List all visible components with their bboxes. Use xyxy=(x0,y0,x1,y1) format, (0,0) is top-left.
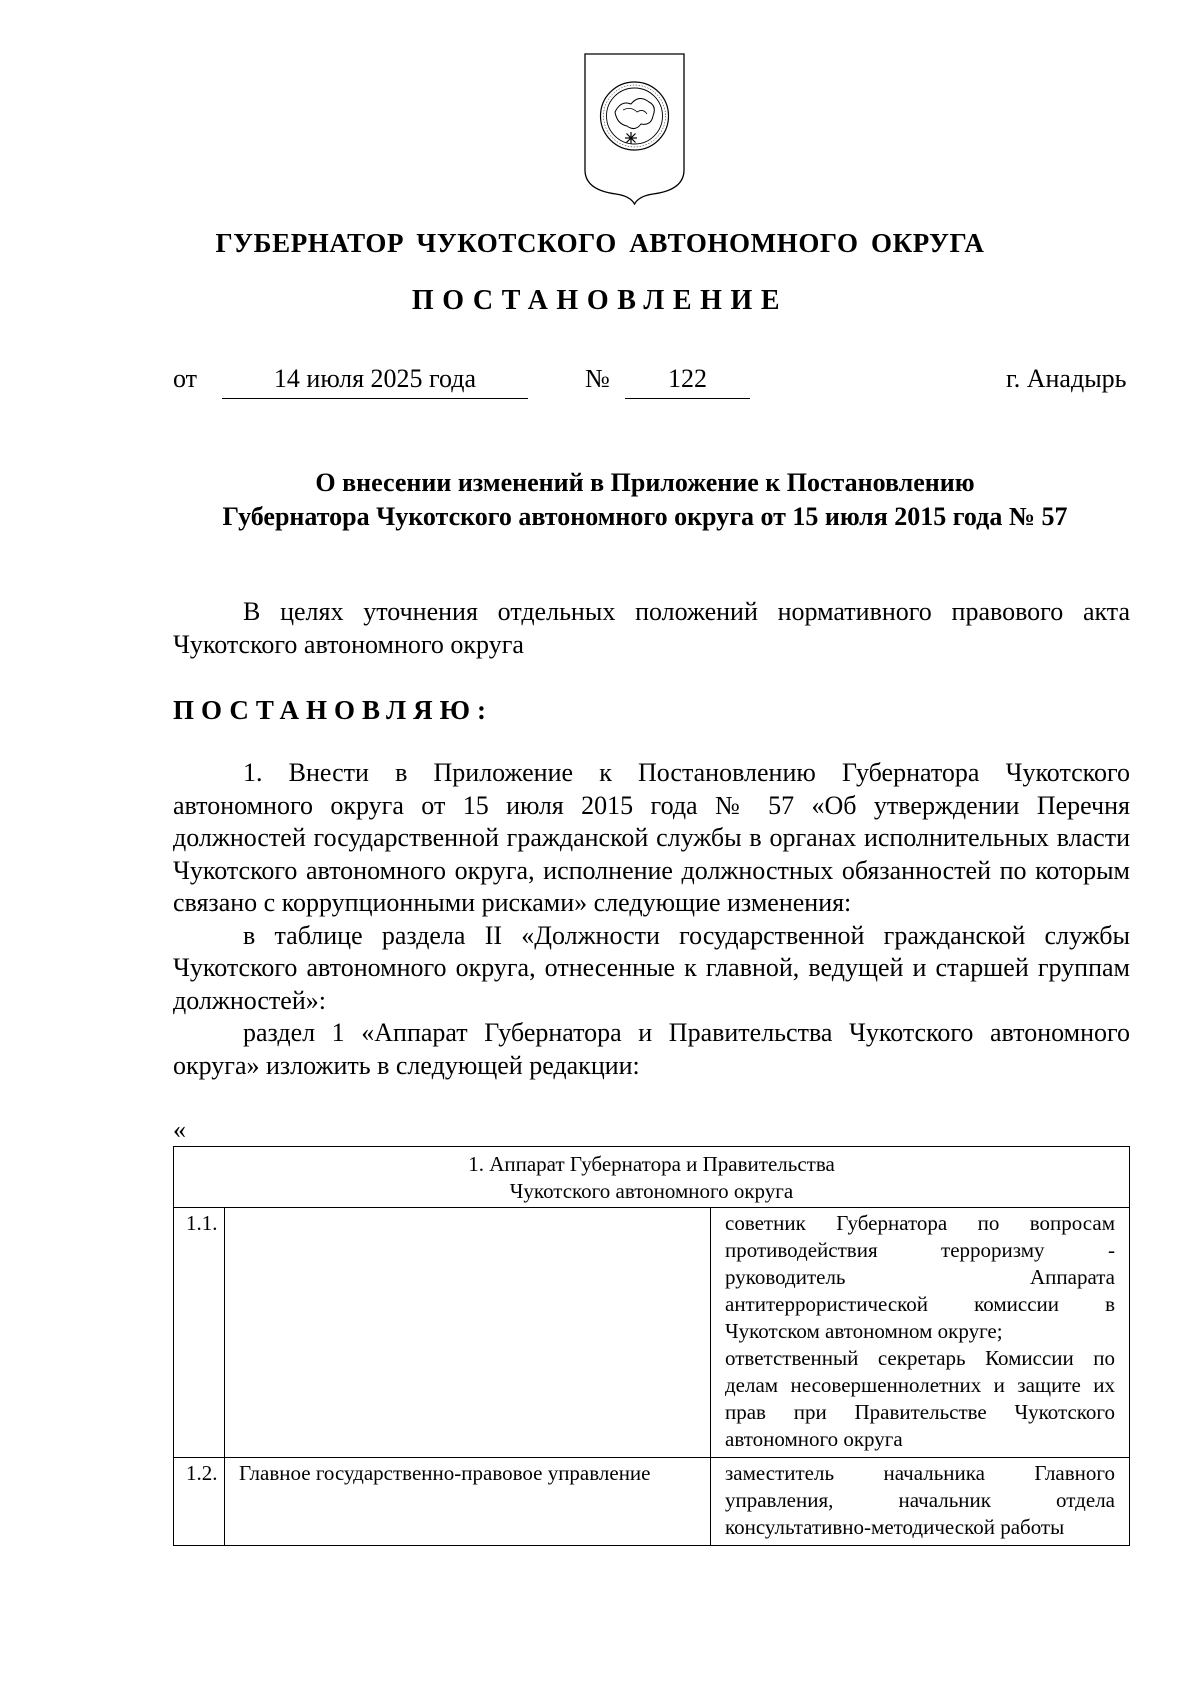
document-number: 122 xyxy=(625,364,750,399)
document-city: г. Анадырь xyxy=(1006,364,1127,393)
table-header-line-2: Чукотского автономного округа xyxy=(509,1179,794,1203)
amendment-table xyxy=(173,1146,1130,1546)
row-unit-cell: Главное государственно-правовое управление xyxy=(225,1458,711,1546)
row-unit-cell xyxy=(225,1208,711,1458)
document-subject xyxy=(160,466,1130,534)
table-row xyxy=(174,1208,1130,1458)
document-date: 14 июля 2025 года xyxy=(222,364,528,399)
point-1-section xyxy=(173,757,1130,1082)
point-1-section-reference: раздел 1 «Аппарат Губернатора и Правительства Чукотского автономного округа» изложить в следующей редакции: xyxy=(173,1018,1130,1080)
row-number-cell: 1.2. xyxy=(174,1458,225,1546)
coat-of-arms-emblem xyxy=(583,52,686,206)
preamble-paragraph: В целях уточнения отдельных положений нормативного правового акта Чукотского автономного округа xyxy=(173,597,1130,659)
row-position-cell xyxy=(711,1458,1130,1546)
point-1-paragraph: 1. Внести в Приложение к Постановлению Губернатора Чукотского автономного округа от 15 июля 2015 года № 57 «Об утверждении Перечня должностей государственной гражданской службы в органах исполнительных власти Чукотского автономного округа, исполнение должностных обязанностей по которым связано с коррупционными рисками» следующие изменения: xyxy=(173,758,1130,917)
position-text: заместитель начальника Главного управления, начальник отдела консультативно-методической работы xyxy=(725,1461,1115,1539)
table-header-cell xyxy=(174,1147,1130,1208)
number-prefix: № xyxy=(585,364,610,393)
resolve-heading: ПОСТАНОВЛЯЮ: xyxy=(173,695,493,725)
point-1-table-reference: в таблице раздела II «Должности государственной гражданской службы Чукотского автономного округа, отнесенные к главной, ведущей и старшей группам должностей»: xyxy=(173,920,1130,1015)
position-text: советник Губернатора по вопросам противодействия терроризму - руководитель Аппарата антитеррористической комиссии в Чукотском автономном округе; xyxy=(725,1211,1115,1343)
document-type-title: ПОСТАНОВЛЕНИЕ xyxy=(411,285,789,316)
subject-line-1: О внесении изменений в Приложение к Постановлению xyxy=(315,468,975,497)
table-header-row xyxy=(174,1147,1130,1208)
row-number-cell: 1.1. xyxy=(174,1208,225,1458)
table-header-line-1: 1. Аппарат Губернатора и Правительства xyxy=(468,1152,835,1176)
document-meta-row xyxy=(0,364,1200,404)
issuing-authority: ГУБЕРНАТОР ЧУКОТСКОГО АВТОНОМНОГО ОКРУГА xyxy=(215,228,985,258)
subject-line-2: Губернатора Чукотского автономного округа от 15 июля 2015 года № 57 xyxy=(222,502,1068,531)
date-prefix: от xyxy=(173,364,198,393)
table-row xyxy=(174,1458,1130,1546)
position-text: ответственный секретарь Комиссии по делам несовершеннолетних и защите их прав при Правительстве Чукотского автономного округа xyxy=(725,1346,1115,1451)
opening-quote-mark: « xyxy=(173,1115,186,1144)
row-position-cell xyxy=(711,1208,1130,1458)
